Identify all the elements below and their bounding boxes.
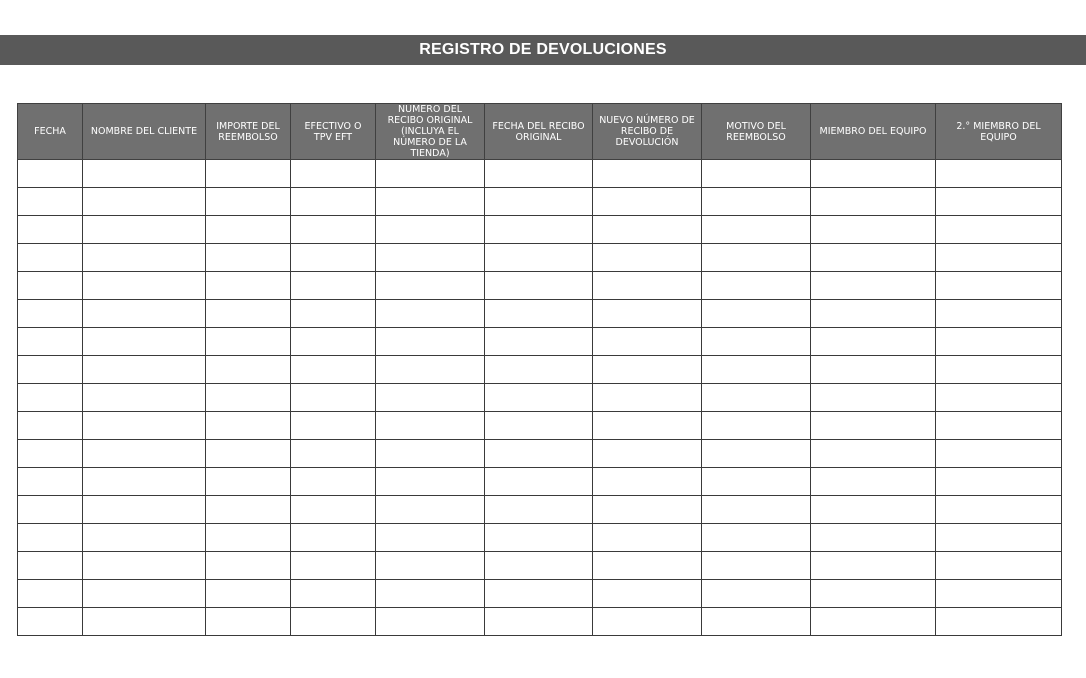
cell-fecha-recibo-original[interactable] (485, 412, 593, 440)
cell-miembro-equipo[interactable] (811, 524, 936, 552)
cell-motivo-reembolso[interactable] (702, 384, 811, 412)
cell-numero-recibo-original[interactable] (376, 188, 485, 216)
cell-motivo-reembolso[interactable] (702, 440, 811, 468)
cell-efectivo-tpv[interactable] (291, 524, 376, 552)
cell-motivo-reembolso[interactable] (702, 216, 811, 244)
cell-numero-recibo-original[interactable] (376, 160, 485, 188)
cell-nombre-cliente[interactable] (83, 244, 206, 272)
table-row (18, 412, 1062, 440)
table-row (18, 468, 1062, 496)
cell-segundo-miembro[interactable] (936, 356, 1062, 384)
cell-importe-reembolso[interactable] (206, 188, 291, 216)
cell-fecha-recibo-original[interactable] (485, 468, 593, 496)
table-row (18, 524, 1062, 552)
cell-miembro-equipo[interactable] (811, 216, 936, 244)
cell-fecha-recibo-original[interactable] (485, 188, 593, 216)
cell-miembro-equipo[interactable] (811, 244, 936, 272)
cell-miembro-equipo[interactable] (811, 412, 936, 440)
cell-importe-reembolso[interactable] (206, 496, 291, 524)
cell-motivo-reembolso[interactable] (702, 496, 811, 524)
cell-nuevo-numero-recibo[interactable] (593, 216, 702, 244)
cell-fecha-recibo-original[interactable] (485, 552, 593, 580)
column-header-motivo-reembolso: MOTIVO DEL REEMBOLSO (702, 104, 811, 160)
column-header-miembro-equipo: MIEMBRO DEL EQUIPO (811, 104, 936, 160)
cell-motivo-reembolso[interactable] (702, 524, 811, 552)
cell-nuevo-numero-recibo[interactable] (593, 384, 702, 412)
cell-segundo-miembro[interactable] (936, 272, 1062, 300)
cell-nombre-cliente[interactable] (83, 468, 206, 496)
cell-nuevo-numero-recibo[interactable] (593, 580, 702, 608)
cell-nombre-cliente[interactable] (83, 328, 206, 356)
cell-segundo-miembro[interactable] (936, 160, 1062, 188)
cell-fecha[interactable] (18, 524, 83, 552)
table-row (18, 552, 1062, 580)
cell-importe-reembolso[interactable] (206, 524, 291, 552)
cell-importe-reembolso[interactable] (206, 216, 291, 244)
cell-fecha-recibo-original[interactable] (485, 496, 593, 524)
cell-numero-recibo-original[interactable] (376, 272, 485, 300)
cell-efectivo-tpv[interactable] (291, 580, 376, 608)
cell-segundo-miembro[interactable] (936, 440, 1062, 468)
cell-nuevo-numero-recibo[interactable] (593, 244, 702, 272)
cell-segundo-miembro[interactable] (936, 244, 1062, 272)
cell-importe-reembolso[interactable] (206, 440, 291, 468)
cell-miembro-equipo[interactable] (811, 300, 936, 328)
cell-nuevo-numero-recibo[interactable] (593, 300, 702, 328)
cell-numero-recibo-original[interactable] (376, 608, 485, 636)
cell-motivo-reembolso[interactable] (702, 412, 811, 440)
cell-efectivo-tpv[interactable] (291, 216, 376, 244)
cell-numero-recibo-original[interactable] (376, 300, 485, 328)
cell-nombre-cliente[interactable] (83, 580, 206, 608)
cell-segundo-miembro[interactable] (936, 300, 1062, 328)
cell-fecha[interactable] (18, 160, 83, 188)
cell-motivo-reembolso[interactable] (702, 244, 811, 272)
cell-motivo-reembolso[interactable] (702, 468, 811, 496)
cell-fecha[interactable] (18, 608, 83, 636)
cell-miembro-equipo[interactable] (811, 440, 936, 468)
cell-fecha-recibo-original[interactable] (485, 244, 593, 272)
cell-fecha-recibo-original[interactable] (485, 160, 593, 188)
cell-efectivo-tpv[interactable] (291, 412, 376, 440)
cell-numero-recibo-original[interactable] (376, 552, 485, 580)
table-row (18, 244, 1062, 272)
cell-miembro-equipo[interactable] (811, 580, 936, 608)
cell-fecha-recibo-original[interactable] (485, 356, 593, 384)
table-row (18, 496, 1062, 524)
cell-nuevo-numero-recibo[interactable] (593, 552, 702, 580)
cell-numero-recibo-original[interactable] (376, 468, 485, 496)
cell-segundo-miembro[interactable] (936, 468, 1062, 496)
cell-efectivo-tpv[interactable] (291, 188, 376, 216)
cell-fecha[interactable] (18, 552, 83, 580)
cell-importe-reembolso[interactable] (206, 580, 291, 608)
cell-segundo-miembro[interactable] (936, 496, 1062, 524)
cell-fecha[interactable] (18, 216, 83, 244)
cell-importe-reembolso[interactable] (206, 468, 291, 496)
cell-efectivo-tpv[interactable] (291, 552, 376, 580)
cell-segundo-miembro[interactable] (936, 188, 1062, 216)
column-header-fecha-recibo-original: FECHA DEL RECIBO ORIGINAL (485, 104, 593, 160)
cell-miembro-equipo[interactable] (811, 272, 936, 300)
cell-numero-recibo-original[interactable] (376, 580, 485, 608)
cell-numero-recibo-original[interactable] (376, 216, 485, 244)
cell-numero-recibo-original[interactable] (376, 524, 485, 552)
cell-efectivo-tpv[interactable] (291, 468, 376, 496)
cell-nuevo-numero-recibo[interactable] (593, 440, 702, 468)
cell-segundo-miembro[interactable] (936, 384, 1062, 412)
cell-miembro-equipo[interactable] (811, 384, 936, 412)
cell-motivo-reembolso[interactable] (702, 580, 811, 608)
cell-fecha[interactable] (18, 440, 83, 468)
cell-importe-reembolso[interactable] (206, 160, 291, 188)
table-row (18, 440, 1062, 468)
cell-nuevo-numero-recibo[interactable] (593, 328, 702, 356)
cell-motivo-reembolso[interactable] (702, 356, 811, 384)
cell-efectivo-tpv[interactable] (291, 244, 376, 272)
cell-segundo-miembro[interactable] (936, 580, 1062, 608)
table-body (18, 160, 1062, 636)
cell-efectivo-tpv[interactable] (291, 328, 376, 356)
column-header-importe-reembolso: IMPORTE DEL REEMBOLSO (206, 104, 291, 160)
cell-efectivo-tpv[interactable] (291, 608, 376, 636)
cell-nombre-cliente[interactable] (83, 384, 206, 412)
cell-nuevo-numero-recibo[interactable] (593, 608, 702, 636)
cell-efectivo-tpv[interactable] (291, 300, 376, 328)
cell-fecha-recibo-original[interactable] (485, 524, 593, 552)
cell-motivo-reembolso[interactable] (702, 272, 811, 300)
cell-segundo-miembro[interactable] (936, 412, 1062, 440)
cell-fecha[interactable] (18, 356, 83, 384)
cell-importe-reembolso[interactable] (206, 384, 291, 412)
cell-numero-recibo-original[interactable] (376, 412, 485, 440)
cell-nombre-cliente[interactable] (83, 412, 206, 440)
column-header-fecha: FECHA (18, 104, 83, 160)
cell-fecha[interactable] (18, 412, 83, 440)
cell-nuevo-numero-recibo[interactable] (593, 496, 702, 524)
cell-numero-recibo-original[interactable] (376, 496, 485, 524)
cell-segundo-miembro[interactable] (936, 608, 1062, 636)
cell-fecha[interactable] (18, 468, 83, 496)
table-row (18, 328, 1062, 356)
table-row (18, 216, 1062, 244)
cell-nuevo-numero-recibo[interactable] (593, 272, 702, 300)
cell-nuevo-numero-recibo[interactable] (593, 356, 702, 384)
cell-segundo-miembro[interactable] (936, 328, 1062, 356)
cell-efectivo-tpv[interactable] (291, 272, 376, 300)
cell-nombre-cliente[interactable] (83, 524, 206, 552)
cell-miembro-equipo[interactable] (811, 160, 936, 188)
cell-motivo-reembolso[interactable] (702, 608, 811, 636)
cell-nombre-cliente[interactable] (83, 440, 206, 468)
cell-miembro-equipo[interactable] (811, 608, 936, 636)
cell-nuevo-numero-recibo[interactable] (593, 160, 702, 188)
cell-segundo-miembro[interactable] (936, 552, 1062, 580)
cell-efectivo-tpv[interactable] (291, 384, 376, 412)
cell-miembro-equipo[interactable] (811, 188, 936, 216)
cell-motivo-reembolso[interactable] (702, 328, 811, 356)
cell-efectivo-tpv[interactable] (291, 356, 376, 384)
cell-efectivo-tpv[interactable] (291, 440, 376, 468)
cell-importe-reembolso[interactable] (206, 300, 291, 328)
cell-nuevo-numero-recibo[interactable] (593, 412, 702, 440)
cell-segundo-miembro[interactable] (936, 216, 1062, 244)
cell-miembro-equipo[interactable] (811, 496, 936, 524)
cell-nombre-cliente[interactable] (83, 552, 206, 580)
table-row (18, 608, 1062, 636)
column-header-segundo-miembro: 2.° MIEMBRO DEL EQUIPO (936, 104, 1062, 160)
cell-nombre-cliente[interactable] (83, 216, 206, 244)
cell-efectivo-tpv[interactable] (291, 496, 376, 524)
cell-fecha-recibo-original[interactable] (485, 272, 593, 300)
cell-motivo-reembolso[interactable] (702, 188, 811, 216)
cell-miembro-equipo[interactable] (811, 468, 936, 496)
cell-nuevo-numero-recibo[interactable] (593, 468, 702, 496)
page-title: REGISTRO DE DEVOLUCIONES (0, 35, 1086, 65)
table-row (18, 272, 1062, 300)
cell-efectivo-tpv[interactable] (291, 160, 376, 188)
cell-motivo-reembolso[interactable] (702, 160, 811, 188)
cell-fecha-recibo-original[interactable] (485, 328, 593, 356)
cell-miembro-equipo[interactable] (811, 328, 936, 356)
cell-nombre-cliente[interactable] (83, 160, 206, 188)
cell-nombre-cliente[interactable] (83, 608, 206, 636)
table-row (18, 356, 1062, 384)
cell-nombre-cliente[interactable] (83, 272, 206, 300)
cell-fecha-recibo-original[interactable] (485, 300, 593, 328)
cell-fecha[interactable] (18, 580, 83, 608)
cell-fecha[interactable] (18, 328, 83, 356)
cell-importe-reembolso[interactable] (206, 244, 291, 272)
table-row (18, 300, 1062, 328)
table-row (18, 384, 1062, 412)
cell-fecha[interactable] (18, 384, 83, 412)
cell-nombre-cliente[interactable] (83, 188, 206, 216)
header-row (18, 104, 1062, 160)
cell-numero-recibo-original[interactable] (376, 384, 485, 412)
column-header-numero-recibo-original: NÚMERO DEL RECIBO ORIGINAL (INCLUYA EL NÚMERO DE LA TIENDA) (376, 104, 485, 160)
cell-importe-reembolso[interactable] (206, 608, 291, 636)
table-row (18, 160, 1062, 188)
cell-importe-reembolso[interactable] (206, 552, 291, 580)
cell-importe-reembolso[interactable] (206, 412, 291, 440)
cell-fecha[interactable] (18, 496, 83, 524)
cell-nombre-cliente[interactable] (83, 496, 206, 524)
cell-fecha-recibo-original[interactable] (485, 384, 593, 412)
column-header-nuevo-numero-recibo: NUEVO NÚMERO DE RECIBO DE DEVOLUCIÓN (593, 104, 702, 160)
cell-fecha[interactable] (18, 244, 83, 272)
cell-fecha-recibo-original[interactable] (485, 580, 593, 608)
cell-importe-reembolso[interactable] (206, 328, 291, 356)
table-row (18, 188, 1062, 216)
cell-numero-recibo-original[interactable] (376, 356, 485, 384)
cell-fecha-recibo-original[interactable] (485, 608, 593, 636)
cell-motivo-reembolso[interactable] (702, 552, 811, 580)
cell-numero-recibo-original[interactable] (376, 328, 485, 356)
returns-log-table (17, 103, 1062, 636)
cell-fecha[interactable] (18, 300, 83, 328)
cell-numero-recibo-original[interactable] (376, 440, 485, 468)
cell-importe-reembolso[interactable] (206, 356, 291, 384)
column-header-efectivo-tpv: EFECTIVO O TPV EFT (291, 104, 376, 160)
cell-motivo-reembolso[interactable] (702, 300, 811, 328)
cell-nombre-cliente[interactable] (83, 356, 206, 384)
cell-fecha[interactable] (18, 272, 83, 300)
cell-fecha[interactable] (18, 188, 83, 216)
cell-numero-recibo-original[interactable] (376, 244, 485, 272)
cell-nuevo-numero-recibo[interactable] (593, 188, 702, 216)
cell-segundo-miembro[interactable] (936, 524, 1062, 552)
table-row (18, 580, 1062, 608)
cell-importe-reembolso[interactable] (206, 272, 291, 300)
cell-miembro-equipo[interactable] (811, 356, 936, 384)
table-header (18, 104, 1062, 160)
cell-fecha-recibo-original[interactable] (485, 216, 593, 244)
cell-nombre-cliente[interactable] (83, 300, 206, 328)
cell-miembro-equipo[interactable] (811, 552, 936, 580)
cell-fecha-recibo-original[interactable] (485, 440, 593, 468)
cell-nuevo-numero-recibo[interactable] (593, 524, 702, 552)
column-header-nombre-cliente: NOMBRE DEL CLIENTE (83, 104, 206, 160)
